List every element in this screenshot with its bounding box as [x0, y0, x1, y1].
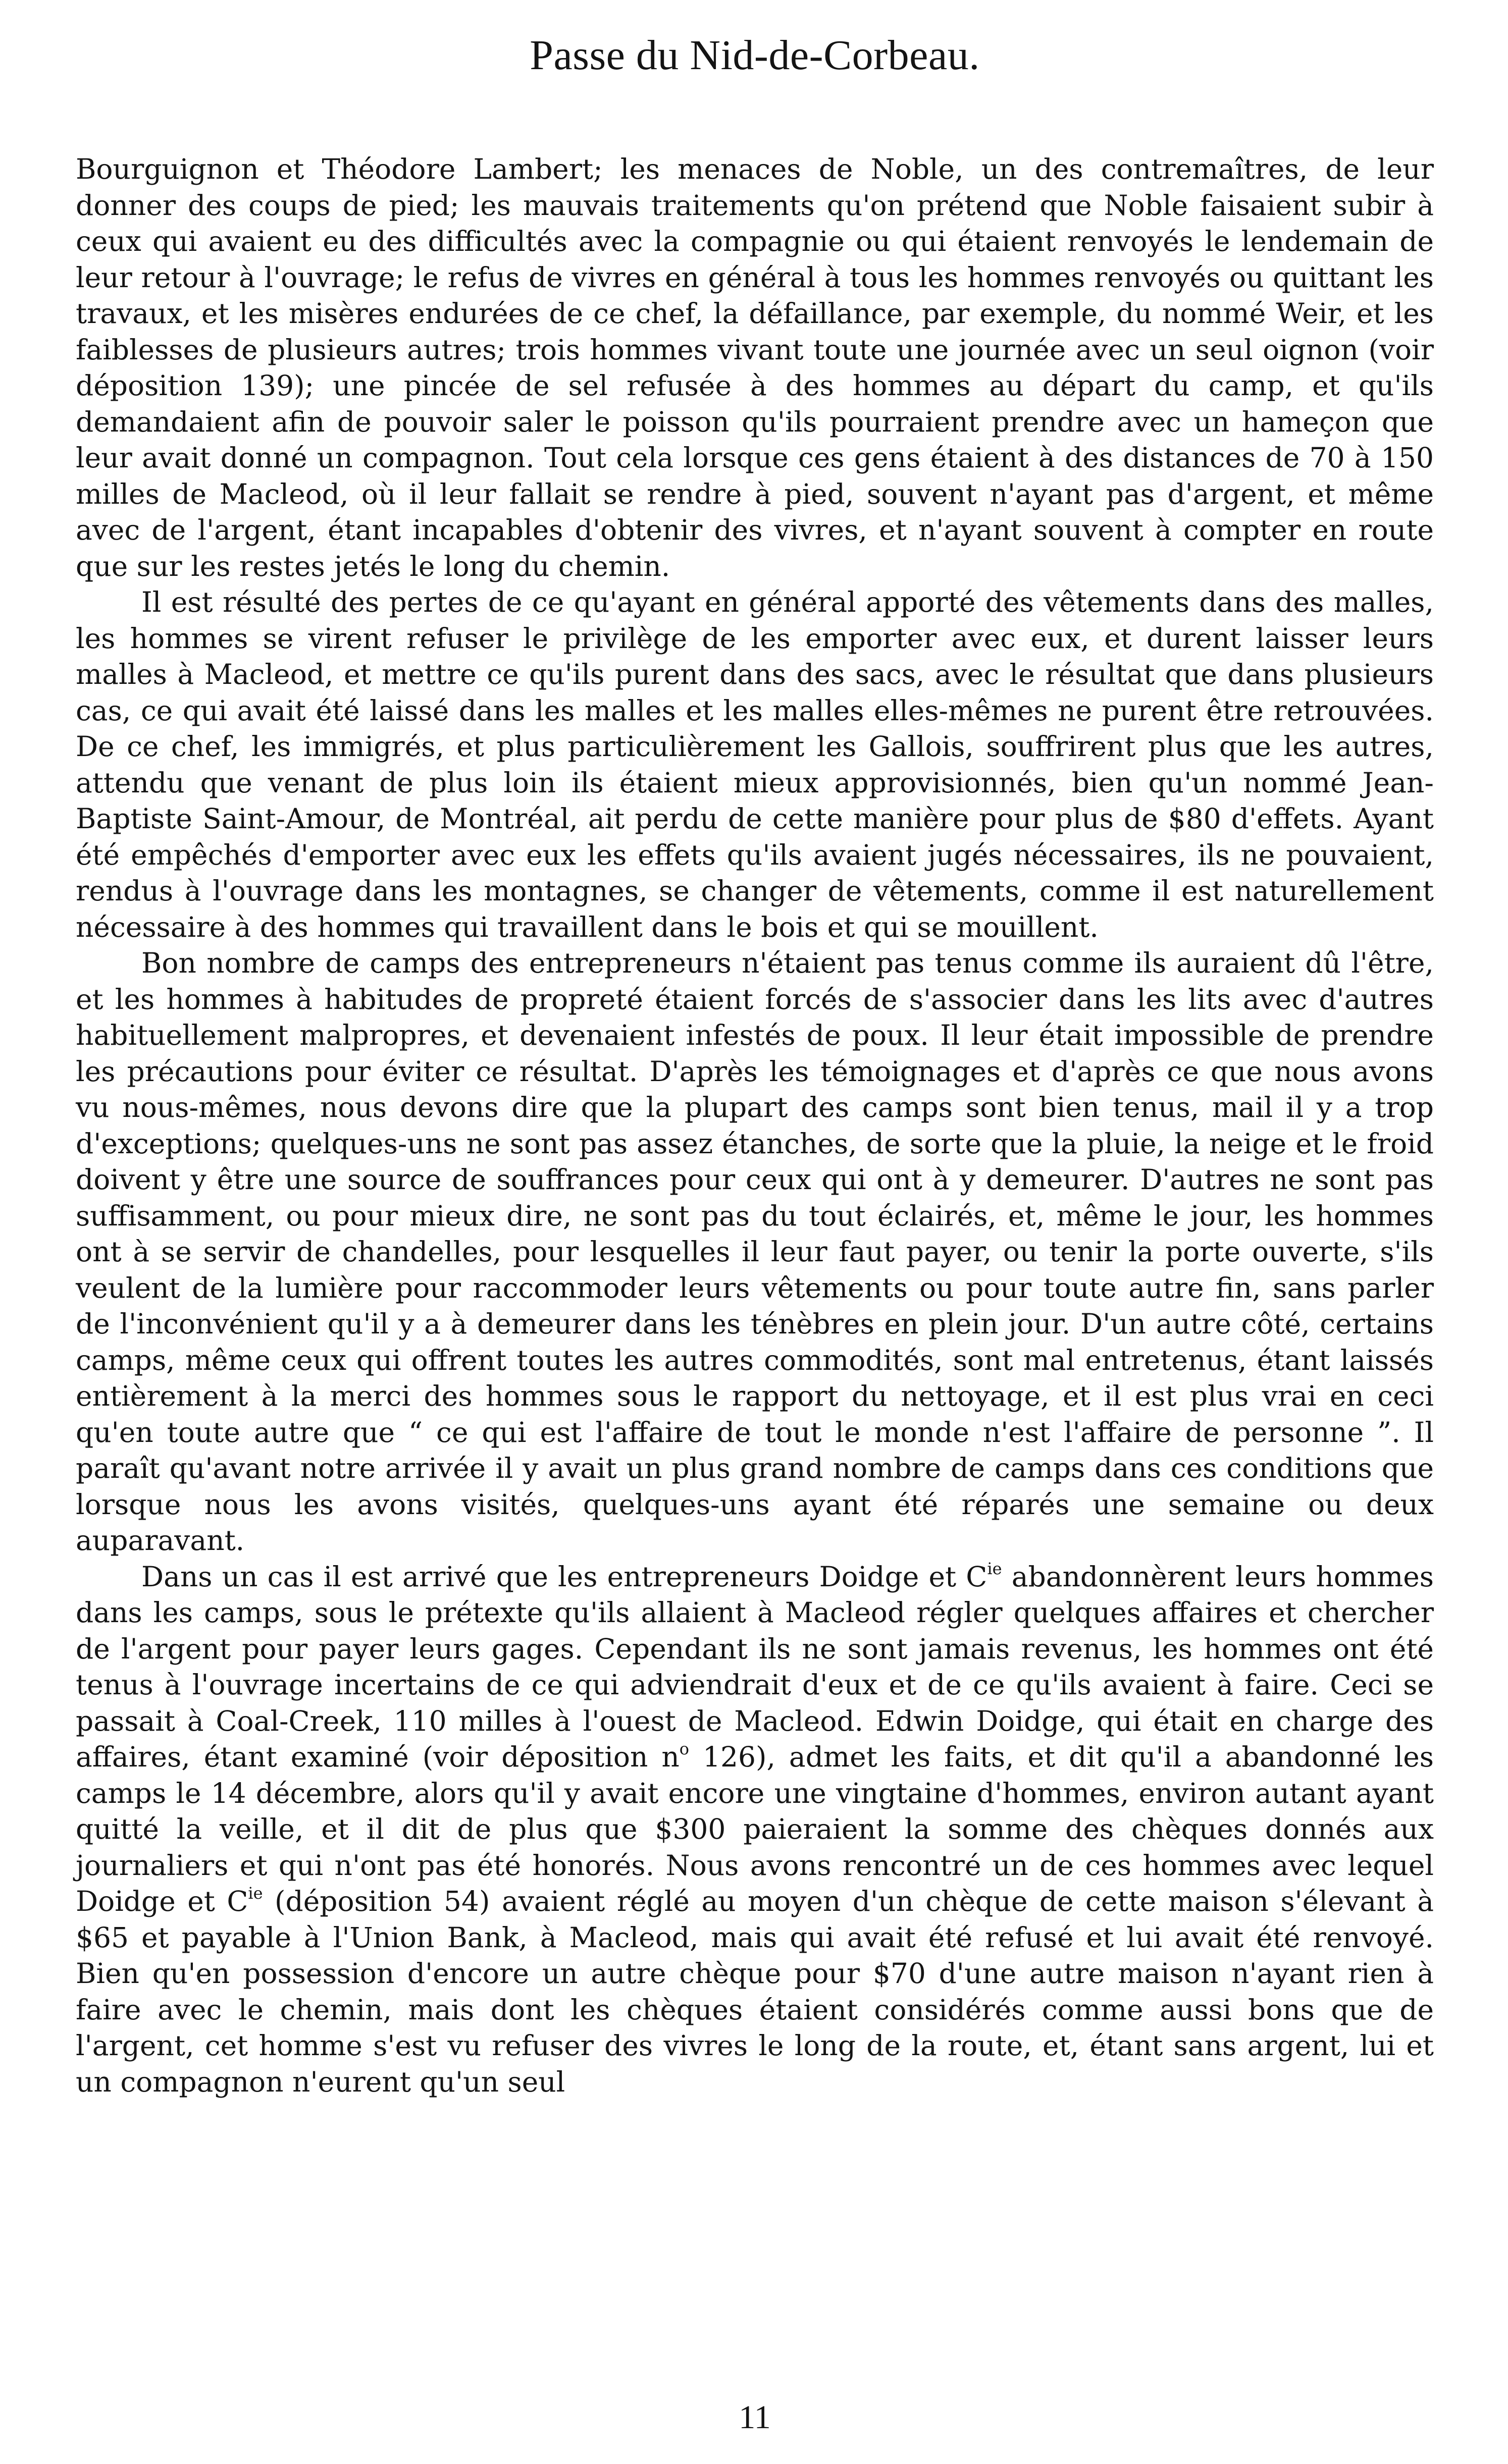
paragraph-2: Il est résulté des pertes de ce qu'ayant en général apporté des vêtements dans des malles, les hommes se virent refuser le privilège de les emporter avec eux, et durent laisser leurs malles à Macleod, et mettre ce qu'ils purent dans des sacs, avec le résultat que dans plusieurs cas, ce qui avait été laissé dans les malles et les malles elles-mêmes ne purent être retrouvées. De ce chef, les immigrés, et plus particulièrement les Gallois, souffrirent plus que les autres, attendu que venant de plus loin ils étaient mieux approvisionnés, bien qu'un nommé Jean-Baptiste Saint-Amour, de Montréal, ait perdu de cette manière pour plus de $80 d'effets. Ayant été empêchés d'emporter avec eux les effets qu'ils avaient jugés nécessaires, ils ne pouvaient, rendus à l'ouvrage dans les montagnes, se changer de vêtements, comme il est naturellement nécessaire à des hommes qui travaillent dans le bois et qui se mouillent. [76, 586, 1434, 943]
paragraph-3: Bon nombre de camps des entrepreneurs n'étaient pas tenus comme ils auraient dû l'être, et les hommes à habitudes de propreté étaient forcés de s'associer dans les lits avec d'autres habituellement malpropres, et devenaient infestés de poux. Il leur était impossible de prendre les précautions pour éviter ce résultat. D'après les témoignages et d'après ce que nous avons vu nous-mêmes, nous devons dire que la plupart des camps sont bien tenus, mail il y a trop d'exceptions; quelques-uns ne sont pas assez étanches, de sorte que la pluie, la neige et le froid doivent y être une source de souffrances pour ceux qui ont à y demeurer. D'autres ne sont pas suffisamment, ou pour mieux dire, ne sont pas du tout éclairés, et, même le jour, les hommes ont à se servir de chandelles, pour lesquelles il leur faut payer, ou tenir la porte ouverte, s'ils veulent de la lumière pour raccommoder leurs vêtements ou pour toute autre fin, sans parler de l'inconvénient qu'il y a à demeurer dans les ténèbres en plein jour. D'un autre côté, certains camps, même ceux qui offrent toutes les autres commodités, sont mal entretenus, étant laissés entièrement à la merci des hommes sous le rapport du nettoyage, et il est plus vrai en ceci qu'en toute autre que “ ce qui est l'affaire de tout le monde n'est l'affaire de personne ”. Il paraît qu'avant notre arrivée il y avait un plus grand nombre de camps dans ces conditions que lorsque nous les avons visités, quelques-uns ayant été réparés une semaine ou deux auparavant. [76, 947, 1434, 1557]
superscript-ie-2: ie [248, 1884, 263, 1903]
paragraph-4-part-4: (déposition 54) avaient réglé au moyen d'un chèque de cette maison s'élevant à $65 et payable à l'Union Bank, à Macleod, mais qui avait été refusé et lui avait été renvoyé. Bien qu'en possession d'encore un autre chèque pour $70 d'une autre maison n'ayant rien à faire avec le chemin, mais dont les chèques étaient considérés comme aussi bons que de l'argent, cet homme s'est vu refuser des vivres le long de la route, et, étant sans argent, lui et un compagnon n'eurent qu'un seul [76, 1885, 1434, 2098]
page-number: 11 [739, 2399, 771, 2436]
body-text [76, 151, 1434, 2100]
document-page [76, 30, 1434, 2436]
superscript-o: o [679, 1739, 690, 1758]
paragraph-4-part-1: Dans un cas il est arrivé que les entrepreneurs Doidge et C [141, 1560, 987, 1593]
superscript-ie-1: ie [987, 1559, 1002, 1578]
paragraph-4-part-2: abandonnèrent leurs hommes dans les camps, sous le prétexte qu'ils allaient à Macleod régler quelques affaires et chercher de l'argent pour payer leurs gages. Cependant ils ne sont jamais revenus, les hommes ont été tenus à l'ouvrage incertains de ce qui adviendrait d'eux et de ce qu'ils avaient à faire. Ceci se passait à Coal-Creek, 110 milles à l'ouest de Macleod. Edwin Doidge, qui était en charge des affaires, étant examiné (voir déposition n [76, 1560, 1434, 1773]
paragraph-1: Bourguignon et Théodore Lambert; les menaces de Noble, un des contremaîtres, de leur donner des coups de pied; les mauvais traitements qu'on prétend que Noble faisaient subir à ceux qui avaient eu des difficultés avec la compagnie ou qui étaient renvoyés le lendemain de leur retour à l'ouvrage; le refus de vivres en général à tous les hommes renvoyés ou quittant les travaux, et les misères endurées de ce chef, la défaillance, par exemple, du nommé Weir, et les faiblesses de plusieurs autres; trois hommes vivant toute une journée avec un seul oignon (voir déposition 139); une pincée de sel refusée à des hommes au départ du camp, et qu'ils demandaient afin de pouvoir saler le poisson qu'ils pourraient prendre avec un hameçon que leur avait donné un compagnon. Tout cela lorsque ces gens étaient à des distances de 70 à 150 milles de Macleod, où il leur fallait se rendre à pied, souvent n'ayant pas d'argent, et même avec de l'argent, étant incapables d'obtenir des vivres, et n'ayant souvent à compter en route que sur les restes jetés le long du chemin. [76, 153, 1434, 582]
paragraph-4 [76, 1559, 1434, 2101]
paragraph-4-part-3: 126), admet les faits, et dit qu'il a abandonné les camps le 14 décembre, alors qu'il y avait encore une vingtaine d'hommes, environ autant ayant quitté la veille, et il dit de plus que $300 paieraient la somme des chèques donnés aux journaliers et qui n'ont pas été honorés. Nous avons rencontré un de ces hommes avec lequel Doidge et C [76, 1741, 1434, 1917]
running-title: Passe du Nid-de-Corbeau. [530, 32, 980, 79]
